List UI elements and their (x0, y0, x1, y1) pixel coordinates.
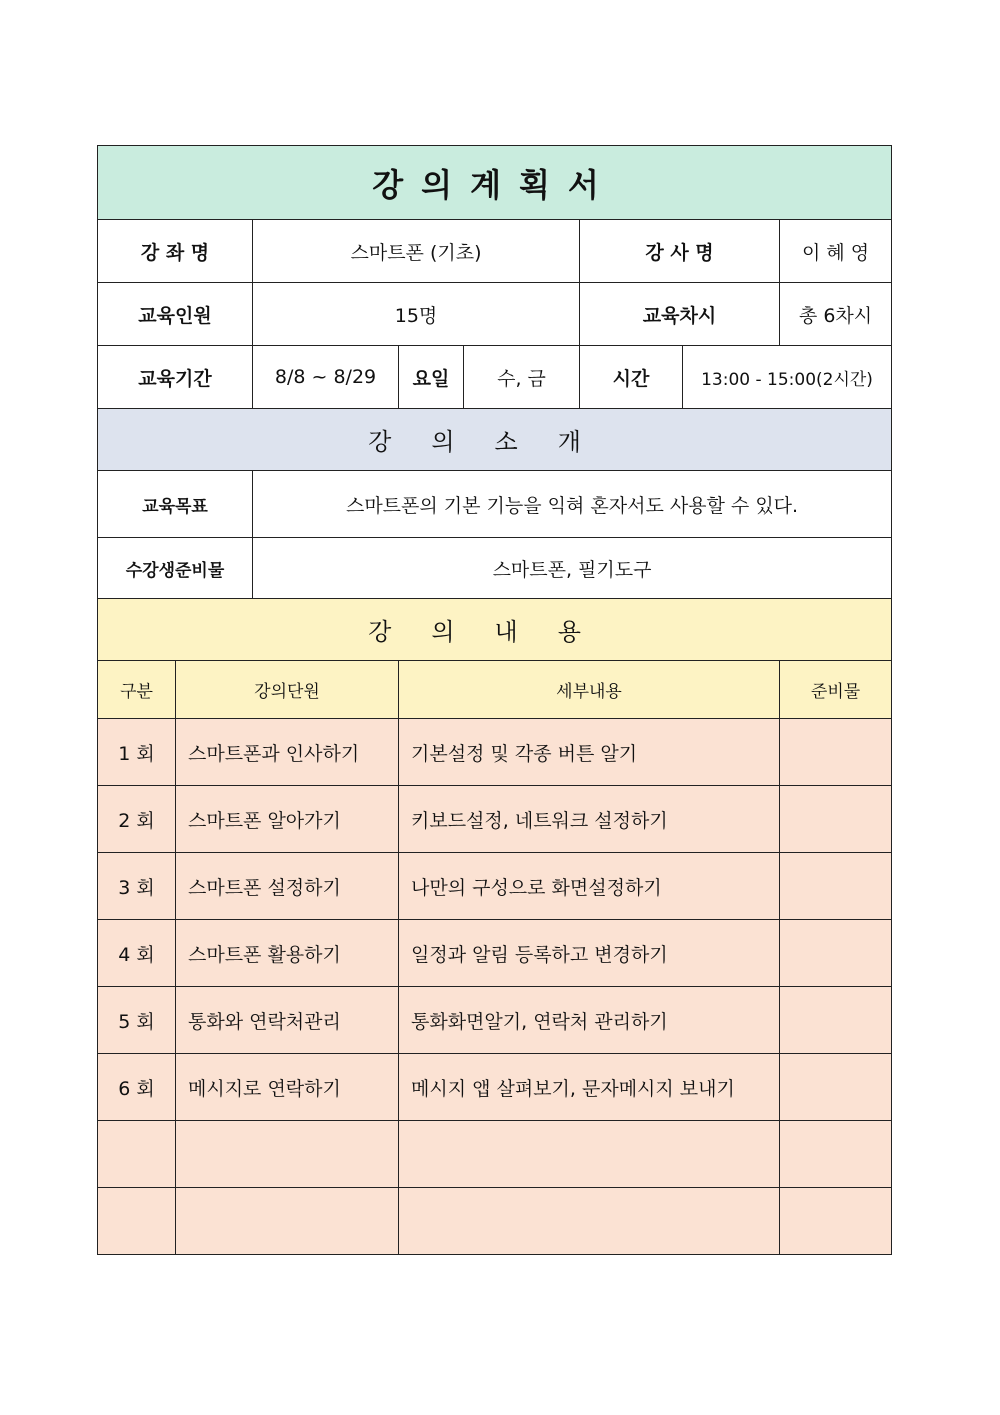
row-num (98, 1121, 176, 1188)
row-unit: 메시지로 연락하기 (176, 1054, 399, 1121)
row-detail: 통화화면알기, 연락처 관리하기 (399, 987, 780, 1054)
row-prep (780, 1188, 892, 1255)
teacher-label: 강 사 명 (580, 220, 780, 283)
time-label: 시간 (580, 346, 683, 409)
row-unit: 스마트폰 알아가기 (176, 786, 399, 853)
column-header-prep: 준비물 (780, 661, 892, 719)
row-prep (780, 786, 892, 853)
row-detail: 일정과 알림 등록하고 변경하기 (399, 920, 780, 987)
table-row (98, 1054, 892, 1121)
column-header-unit: 강의단원 (176, 661, 399, 719)
row-unit: 스마트폰과 인사하기 (176, 719, 399, 786)
row-num: 4 회 (98, 920, 176, 987)
goal-value: 스마트폰의 기본 기능을 익혀 혼자서도 사용할 수 있다. (253, 471, 892, 538)
row-prep (780, 920, 892, 987)
column-header-detail: 세부내용 (399, 661, 780, 719)
row-num: 3 회 (98, 853, 176, 920)
course-value: 스마트폰 (기초) (253, 220, 580, 283)
table-row (98, 1121, 892, 1188)
day-label: 요일 (399, 346, 464, 409)
intro-heading: 강의소개 (98, 409, 892, 471)
table-row (98, 920, 892, 987)
table-row (98, 853, 892, 920)
course-label: 강 좌 명 (98, 220, 253, 283)
sessions-label: 교육차시 (580, 283, 780, 346)
sessions-value: 총 6차시 (780, 283, 892, 346)
row-detail: 키보드설정, 네트워크 설정하기 (399, 786, 780, 853)
row-unit (176, 1188, 399, 1255)
row-prep (780, 987, 892, 1054)
teacher-value: 이 혜 영 (780, 220, 892, 283)
table-row (98, 719, 892, 786)
row-prep (780, 1054, 892, 1121)
row-prep (780, 1121, 892, 1188)
people-value: 15명 (253, 283, 580, 346)
document-title: 강의계획서 (98, 146, 892, 220)
row-detail: 나만의 구성으로 화면설정하기 (399, 853, 780, 920)
row-detail (399, 1121, 780, 1188)
row-detail: 메시지 앱 살펴보기, 문자메시지 보내기 (399, 1054, 780, 1121)
row-detail (399, 1188, 780, 1255)
row-unit: 스마트폰 설정하기 (176, 853, 399, 920)
time-value: 13:00 - 15:00(2시간) (683, 346, 892, 409)
period-value: 8/8 ~ 8/29 (253, 346, 399, 409)
row-num: 5 회 (98, 987, 176, 1054)
prep-label: 수강생준비물 (98, 538, 253, 599)
row-num: 1 회 (98, 719, 176, 786)
row-num: 2 회 (98, 786, 176, 853)
row-detail: 기본설정 및 각종 버튼 알기 (399, 719, 780, 786)
lecture-plan-sheet (97, 145, 891, 1255)
prep-value: 스마트폰, 필기도구 (253, 538, 892, 599)
row-prep (780, 853, 892, 920)
lecture-plan-table (97, 145, 892, 1255)
table-row (98, 1188, 892, 1255)
table-row (98, 987, 892, 1054)
day-value: 수, 금 (464, 346, 580, 409)
period-label: 교육기간 (98, 346, 253, 409)
content-heading: 강의내용 (98, 599, 892, 661)
table-row (98, 786, 892, 853)
row-unit: 스마트폰 활용하기 (176, 920, 399, 987)
row-unit (176, 1121, 399, 1188)
row-unit: 통화와 연락처관리 (176, 987, 399, 1054)
row-num (98, 1188, 176, 1255)
column-header-num: 구분 (98, 661, 176, 719)
row-prep (780, 719, 892, 786)
row-num: 6 회 (98, 1054, 176, 1121)
people-label: 교육인원 (98, 283, 253, 346)
goal-label: 교육목표 (98, 471, 253, 538)
